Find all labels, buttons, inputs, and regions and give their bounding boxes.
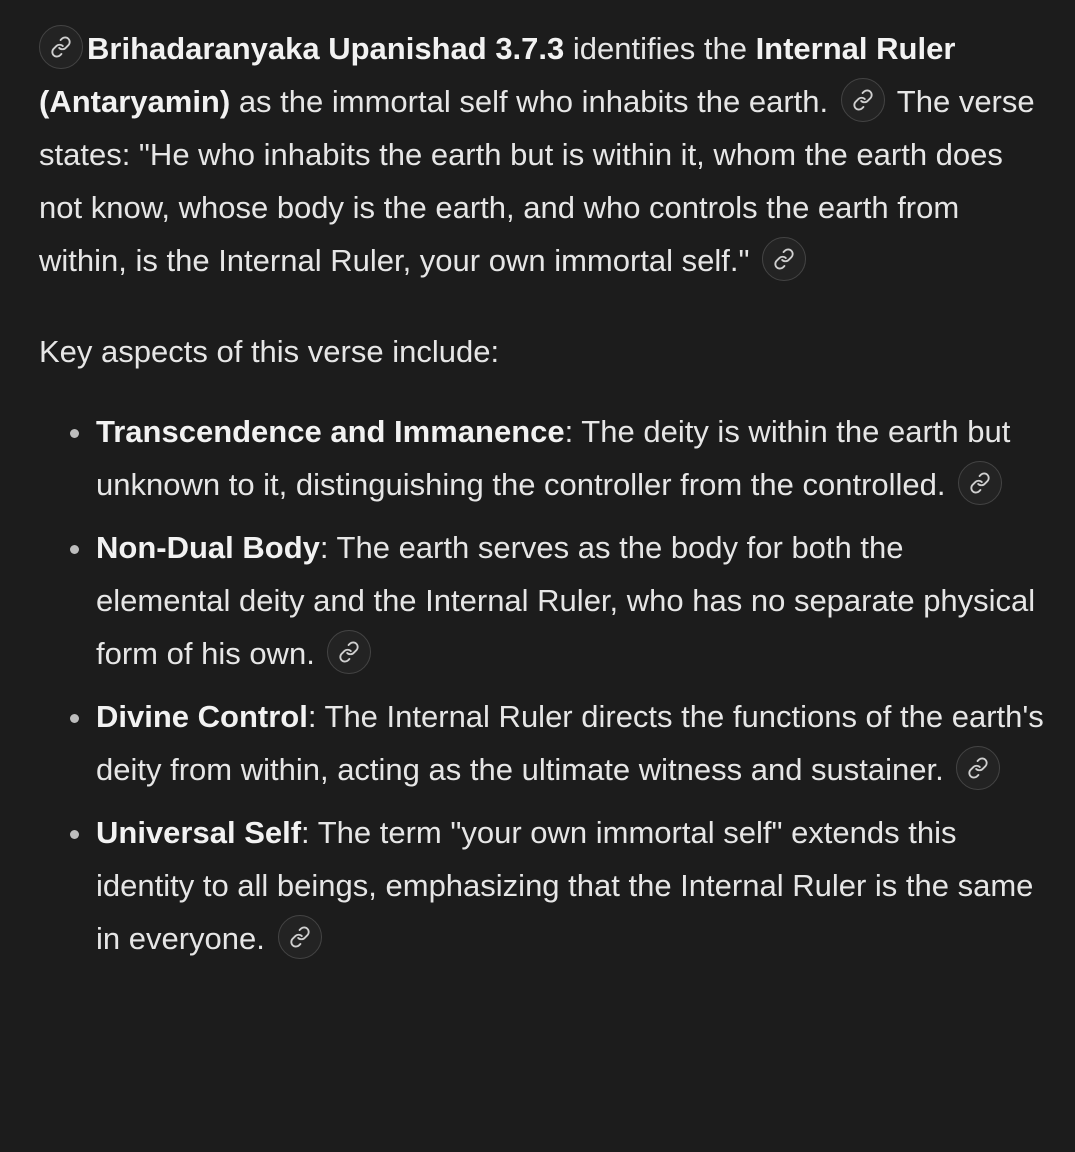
citation-link-icon[interactable] (327, 630, 371, 674)
verse-quote: The verse states: "He who inhabits the earth but is within it, whom the earth does not know, whose body is the earth, and who controls the earth from within, is the Internal Ruler, your own immortal self." (39, 84, 1035, 278)
key-aspects-list (39, 405, 1045, 965)
citation-link-icon[interactable] (956, 746, 1000, 790)
citation-link-icon[interactable] (39, 25, 83, 69)
item-text: : The deity is within the earth but unknown to it, distinguishing the controller from the controlled. (96, 414, 1011, 502)
source-title: Brihadaranyaka Upanishad 3.7.3 (87, 31, 565, 66)
item-term: Transcendence and Immanence (96, 414, 565, 449)
item-term: Universal Self (96, 815, 302, 850)
citation-link-icon[interactable] (958, 461, 1002, 505)
item-term: Divine Control (96, 699, 308, 734)
intro-text: identifies the (564, 31, 756, 66)
list-item (96, 521, 1045, 680)
intro-text: as the immortal self who inhabits the earth. (230, 84, 829, 119)
intro-term: Internal Ruler (Antaryamin) (39, 31, 956, 119)
intro-paragraph (39, 22, 1045, 287)
citation-link-icon[interactable] (762, 237, 806, 281)
list-item (96, 405, 1045, 511)
list-item (96, 806, 1045, 965)
item-text: : The Internal Ruler directs the functions of the earth's deity from within, acting as the ultimate witness and sustainer. (96, 699, 1044, 787)
item-text: : The earth serves as the body for both the elemental deity and the Internal Ruler, who has no separate physical form of his own. (96, 530, 1036, 671)
citation-link-icon[interactable] (278, 915, 322, 959)
list-lead: Key aspects of this verse include: (39, 334, 500, 369)
item-term: Non-Dual Body (96, 530, 320, 565)
list-item (96, 690, 1045, 796)
citation-link-icon[interactable] (841, 78, 885, 122)
item-text: : The term "your own immortal self" extends this identity to all beings, emphasizing that the Internal Ruler is the same in everyone. (96, 815, 1034, 956)
